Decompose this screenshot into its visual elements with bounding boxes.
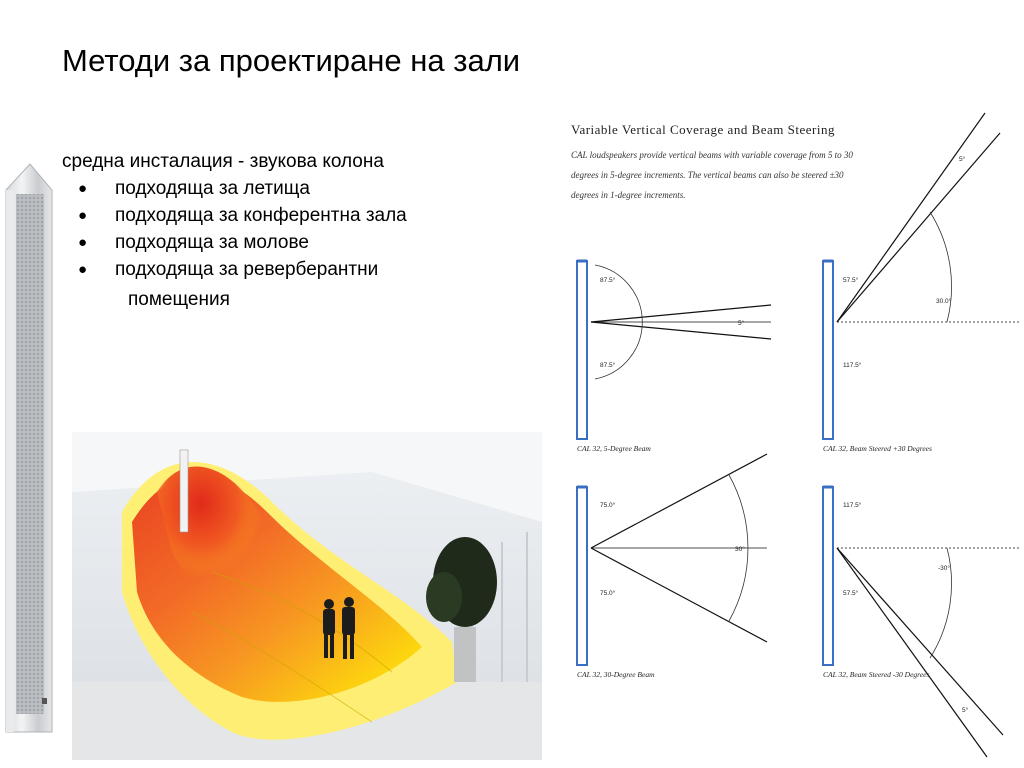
bullet-dot-icon: ● [78, 234, 88, 251]
column-speaker-image [0, 160, 60, 740]
bullet-dot-icon: ● [78, 261, 88, 278]
beam-steering-diagram [555, 95, 1024, 768]
angle-label: 87.5° [600, 362, 616, 369]
angle-label: -30° [938, 565, 950, 572]
bullet-item [78, 259, 407, 286]
angle-label: 57.5° [843, 277, 859, 284]
angle-label: 30.0° [936, 298, 952, 305]
speaker-column-icon [823, 261, 833, 439]
speaker-column-icon [823, 487, 833, 665]
slide-subtitle: средна инсталация - звукова колона [62, 151, 384, 172]
bullet-text: подходяща за летища [115, 178, 310, 199]
bullet-item [78, 232, 407, 259]
panel-30-degree-beam [577, 454, 767, 679]
bullet-item [78, 178, 407, 205]
panel-steered-plus-30 [823, 113, 1020, 453]
bullet-list [78, 178, 407, 286]
angle-label: 75.0° [600, 502, 616, 509]
panel-steered-minus-30 [823, 487, 1020, 757]
angle-label: 117.5° [843, 502, 862, 509]
panel-caption: CAL 32, 30-Degree Beam [577, 670, 655, 679]
angle-label: 75.0° [600, 590, 616, 597]
diagram-title: Variable Vertical Coverage and Beam Steering [571, 122, 835, 137]
diagram-note-line: CAL loudspeakers provide vertical beams with variable coverage from 5 to 30 [571, 150, 853, 160]
bullet-continuation: помещения [128, 289, 230, 310]
angle-label: 5° [959, 156, 966, 163]
bullet-dot-icon: ● [78, 207, 88, 224]
bullet-text: подходяща за реверберантни [115, 259, 379, 280]
bullet-dot-icon: ● [78, 180, 88, 197]
panel-caption: CAL 32, Beam Steered +30 Degrees [823, 444, 932, 453]
angle-label: 5° [962, 707, 969, 714]
wall-speaker-icon [180, 450, 188, 532]
hall-coverage-image [72, 432, 542, 760]
angle-label: 87.5° [600, 277, 616, 284]
angle-label: 5° [738, 320, 745, 327]
panel-caption: CAL 32, Beam Steered -30 Degrees [823, 670, 930, 679]
diagram-note-line: degrees in 1-degree increments. [571, 190, 686, 200]
panel-5-degree-beam [577, 261, 771, 453]
speaker-column-icon [577, 261, 587, 439]
bullet-item [78, 205, 407, 232]
angle-label: 30° [735, 546, 745, 553]
angle-label: 117.5° [843, 362, 862, 369]
panel-caption: CAL 32, 5-Degree Beam [577, 444, 651, 453]
slide-title: Методи за проектиране на зали [62, 43, 521, 78]
angle-label: 57.5° [843, 590, 859, 597]
bullet-text: подходяща за конферентна зала [115, 205, 407, 226]
diagram-note-line: degrees in 5-degree increments. The vertical beams can also be steered ±30 [571, 170, 844, 180]
bullet-text: подходяща за молове [115, 232, 309, 253]
connector-icon [42, 698, 47, 704]
speaker-column-icon [577, 487, 587, 665]
